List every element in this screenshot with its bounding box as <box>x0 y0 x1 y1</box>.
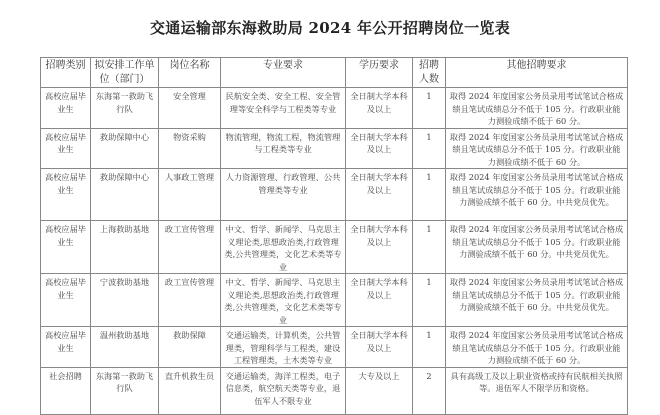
table-row <box>41 88 628 129</box>
cell-category: 高校应届毕业生 <box>41 327 91 368</box>
cell-other: 取得 2024 年度国家公务员录用考试笔试合格成绩且笔试成绩总分不低于 105 分。行政职业能力测验成绩不低于 60 分。中共党员优先。 <box>446 221 628 274</box>
header-count: 招聘人数 <box>413 58 446 88</box>
table-row <box>41 221 628 274</box>
page-title: 交通运输部东海救助局 2024 年公开招聘岗位一览表 <box>150 19 510 37</box>
cell-position: 政工宣传管理 <box>159 274 221 327</box>
cell-major: 中文、哲学、新闻学、马克思主义理论类,思想政治类,行政管理类,公共管理类，文化艺术类等专业 <box>221 221 346 274</box>
cell-major: 民航安全类、安全工程、安全管理等安全科学与工程类等专业 <box>221 88 346 129</box>
cell-count: 1 <box>413 274 446 327</box>
cell-position: 政工宣传管理 <box>159 221 221 274</box>
cell-other: 取得 2024 年度国家公务员录用考试笔试合格成绩且笔试成绩总分不低于 105 分。行政职业能力测验成绩不低于 60 分。 <box>446 327 628 368</box>
cell-position: 直升机救生员 <box>159 367 221 414</box>
cell-major: 中文、哲学、新闻学、马克思主义理论类,思想政治类,行政管理类,公共管理类，文化艺术类等专业 <box>221 274 346 327</box>
cell-major: 交通运输类，海洋工程类，电子信息类，航空航天类等专业，退伍军人不限专业 <box>221 367 346 414</box>
cell-position: 人事政工管理 <box>159 169 221 221</box>
cell-education: 全日制大学本科及以上 <box>346 221 413 274</box>
header-education: 学历要求 <box>346 58 413 88</box>
cell-education: 全日制大学本科及以上 <box>346 169 413 221</box>
cell-position: 物资采购 <box>159 128 221 169</box>
cell-major: 物流管理，物流工程，物流管理与工程类等专业 <box>221 128 346 169</box>
table-row <box>41 327 628 368</box>
cell-education: 全日制大学本科及以上 <box>346 88 413 129</box>
cell-unit: 救助保障中心 <box>91 169 159 221</box>
cell-category: 高校应届毕业生 <box>41 88 91 129</box>
cell-major: 人力资源管理、行政管理、公共管理类等专业 <box>221 169 346 221</box>
header-category: 招聘类别 <box>41 58 91 88</box>
header-major: 专业要求 <box>221 58 346 88</box>
cell-count: 1 <box>413 221 446 274</box>
cell-category: 高校应届毕业生 <box>41 169 91 221</box>
cell-unit: 宁波救助基地 <box>91 274 159 327</box>
cell-position: 安全管理 <box>159 88 221 129</box>
header-unit: 拟安排工作单位（部门） <box>91 58 159 88</box>
cell-count: 1 <box>413 327 446 368</box>
cell-category: 高校应届毕业生 <box>41 128 91 169</box>
table-row <box>41 367 628 414</box>
cell-count: 1 <box>413 169 446 221</box>
cell-other: 具有高级工及以上职业资格或持有民航相关执照等。退伍军人不限学历和资格。 <box>446 367 628 414</box>
cell-education: 全日制大学本科及以上 <box>346 327 413 368</box>
table-row <box>41 169 628 221</box>
header-position: 岗位名称 <box>159 58 221 88</box>
cell-category: 高校应届毕业生 <box>41 274 91 327</box>
cell-category: 高校应届毕业生 <box>41 221 91 274</box>
cell-unit: 救助保障中心 <box>91 128 159 169</box>
cell-education: 大专及以上 <box>346 367 413 414</box>
cell-category: 社会招聘 <box>41 367 91 414</box>
table-row <box>41 128 628 169</box>
cell-position: 救助保障 <box>159 327 221 368</box>
cell-education: 全日制大学本科及以上 <box>346 128 413 169</box>
header-other: 其他招聘要求 <box>446 58 628 88</box>
recruitment-table <box>40 57 628 415</box>
cell-other: 取得 2024 年度国家公务员录用考试笔试合格成绩且笔试成绩总分不低于 105 分。行政职业能力测验成绩不低于 60 分。中共党员优先。 <box>446 169 628 221</box>
table-header-row <box>41 58 628 88</box>
cell-other: 取得 2024 年度国家公务员录用考试笔试合格成绩且笔试成绩总分不低于 105 分。行政职业能力测验成绩不低于 60 分。 <box>446 128 628 169</box>
cell-count: 1 <box>413 128 446 169</box>
cell-other: 取得 2024 年度国家公务员录用考试笔试合格成绩且笔试成绩总分不低于 105 分。行政职业能力测验成绩不低于 60 分。 <box>446 88 628 129</box>
cell-unit: 东海第一救助飞行队 <box>91 367 159 414</box>
cell-count: 2 <box>413 367 446 414</box>
cell-count: 1 <box>413 88 446 129</box>
cell-education: 全日制大学本科及以上 <box>346 274 413 327</box>
cell-unit: 东海第一救助飞行队 <box>91 88 159 129</box>
cell-unit: 上海救助基地 <box>91 221 159 274</box>
cell-other: 取得 2024 年度国家公务员录用考试笔试合格成绩且笔试成绩总分不低于 105 分。行政职业能力测验成绩不低于 60 分。中共党员优先。 <box>446 274 628 327</box>
cell-major: 交通运输类，计算机类，公共管理类，管理科学与工程类，建设工程管理类，土木类等专业 <box>221 327 346 368</box>
cell-unit: 温州救助基地 <box>91 327 159 368</box>
table-row <box>41 274 628 327</box>
